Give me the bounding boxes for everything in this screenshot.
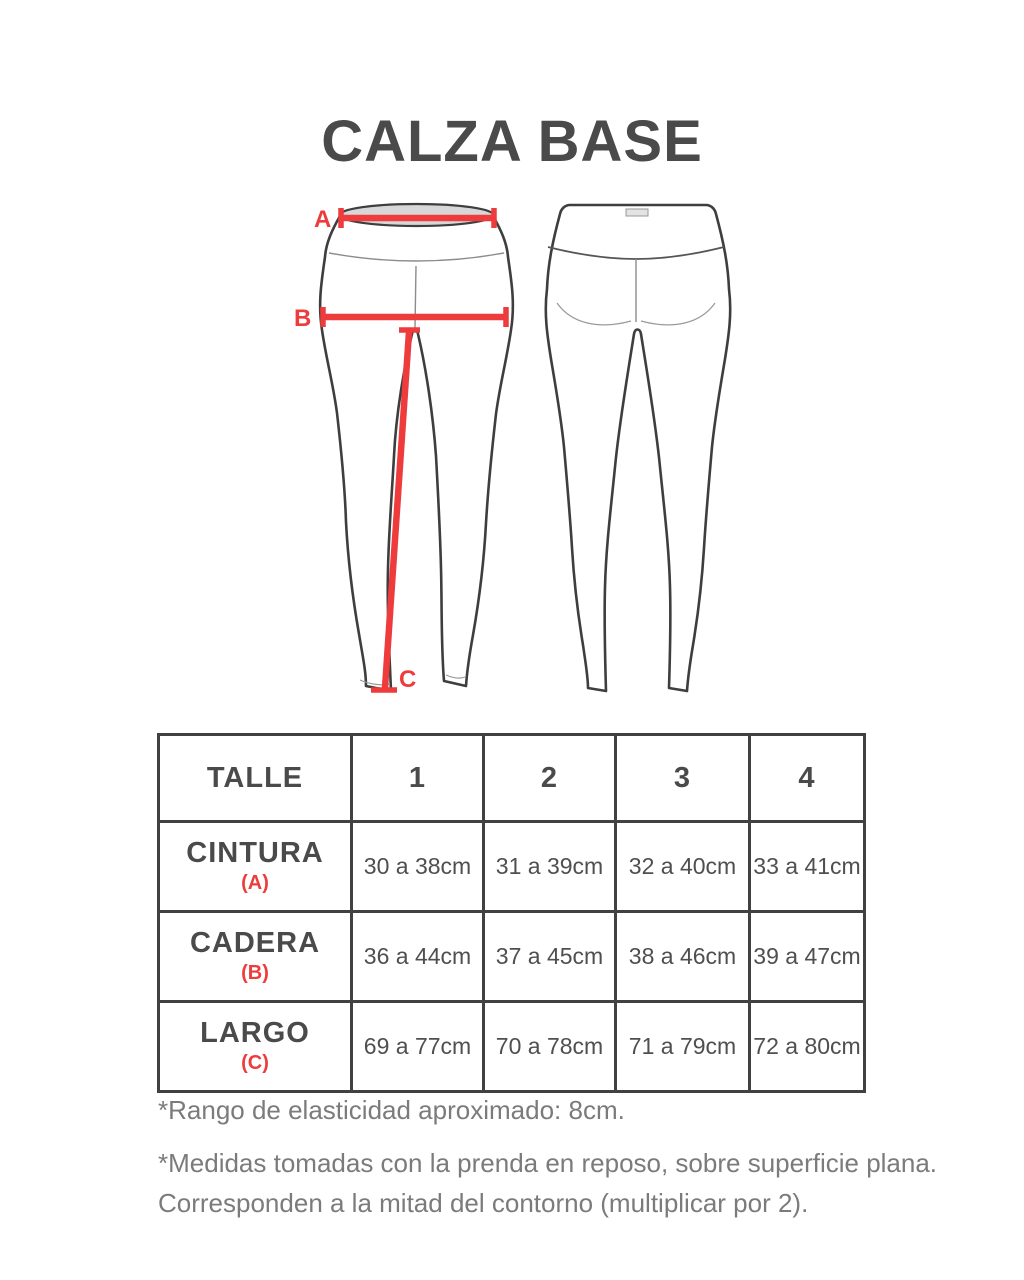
back-label-tag bbox=[626, 209, 648, 216]
measure-label-c: C bbox=[399, 666, 417, 693]
table-header-row bbox=[159, 735, 865, 822]
largo-size-3: 71 a 79cm bbox=[628, 1033, 737, 1059]
footnote-measure-method-line2: Corresponden a la mitad del contorno (multiplicar por 2). bbox=[158, 1188, 809, 1218]
row-label-cadera: CADERA bbox=[189, 926, 321, 959]
footnotes bbox=[158, 1090, 988, 1223]
measure-label-a: A bbox=[314, 206, 332, 233]
leggings-measurement-diagram bbox=[280, 195, 760, 710]
cintura-size-1: 30 a 38cm bbox=[363, 853, 472, 879]
row-ref-a: (A) bbox=[241, 872, 269, 895]
cadera-size-1: 36 a 44cm bbox=[363, 943, 472, 969]
leggings-diagram-svg bbox=[280, 195, 760, 710]
measure-label-b: B bbox=[294, 305, 312, 332]
row-label-largo: LARGO bbox=[200, 1016, 310, 1049]
cintura-size-3: 32 a 40cm bbox=[628, 853, 737, 879]
largo-size-2: 70 a 78cm bbox=[495, 1033, 604, 1059]
cadera-size-2: 37 a 45cm bbox=[495, 943, 604, 969]
table-row-cadera bbox=[159, 912, 865, 1002]
cintura-size-2: 31 a 39cm bbox=[495, 853, 604, 879]
footnote-elasticity: *Rango de elasticidad aproximado: 8cm. bbox=[158, 1095, 625, 1125]
cintura-size-4: 33 a 41cm bbox=[753, 853, 861, 879]
table-row-largo bbox=[159, 1002, 865, 1092]
header-size-1: 1 bbox=[408, 761, 427, 794]
row-ref-b: (B) bbox=[241, 962, 269, 985]
page-title: CALZA BASE bbox=[321, 109, 703, 174]
largo-size-4: 72 a 80cm bbox=[753, 1033, 861, 1059]
size-chart-table bbox=[157, 733, 866, 1093]
header-size-4: 4 bbox=[798, 761, 816, 794]
cadera-size-4: 39 a 47cm bbox=[753, 943, 861, 969]
footnote-measure-method-line1: *Medidas tomadas con la prenda en reposo, sobre superficie plana. bbox=[158, 1148, 938, 1178]
header-size-2: 2 bbox=[540, 761, 559, 794]
row-label-cintura: CINTURA bbox=[186, 836, 324, 869]
leggings-front-drawing bbox=[320, 204, 513, 691]
table-row-cintura bbox=[159, 822, 865, 912]
cadera-size-3: 38 a 46cm bbox=[628, 943, 737, 969]
leggings-back-drawing bbox=[546, 205, 730, 691]
largo-size-1: 69 a 77cm bbox=[363, 1033, 472, 1059]
row-ref-c: (C) bbox=[241, 1052, 269, 1075]
header-talle: TALLE bbox=[206, 761, 304, 794]
header-size-3: 3 bbox=[673, 761, 692, 794]
